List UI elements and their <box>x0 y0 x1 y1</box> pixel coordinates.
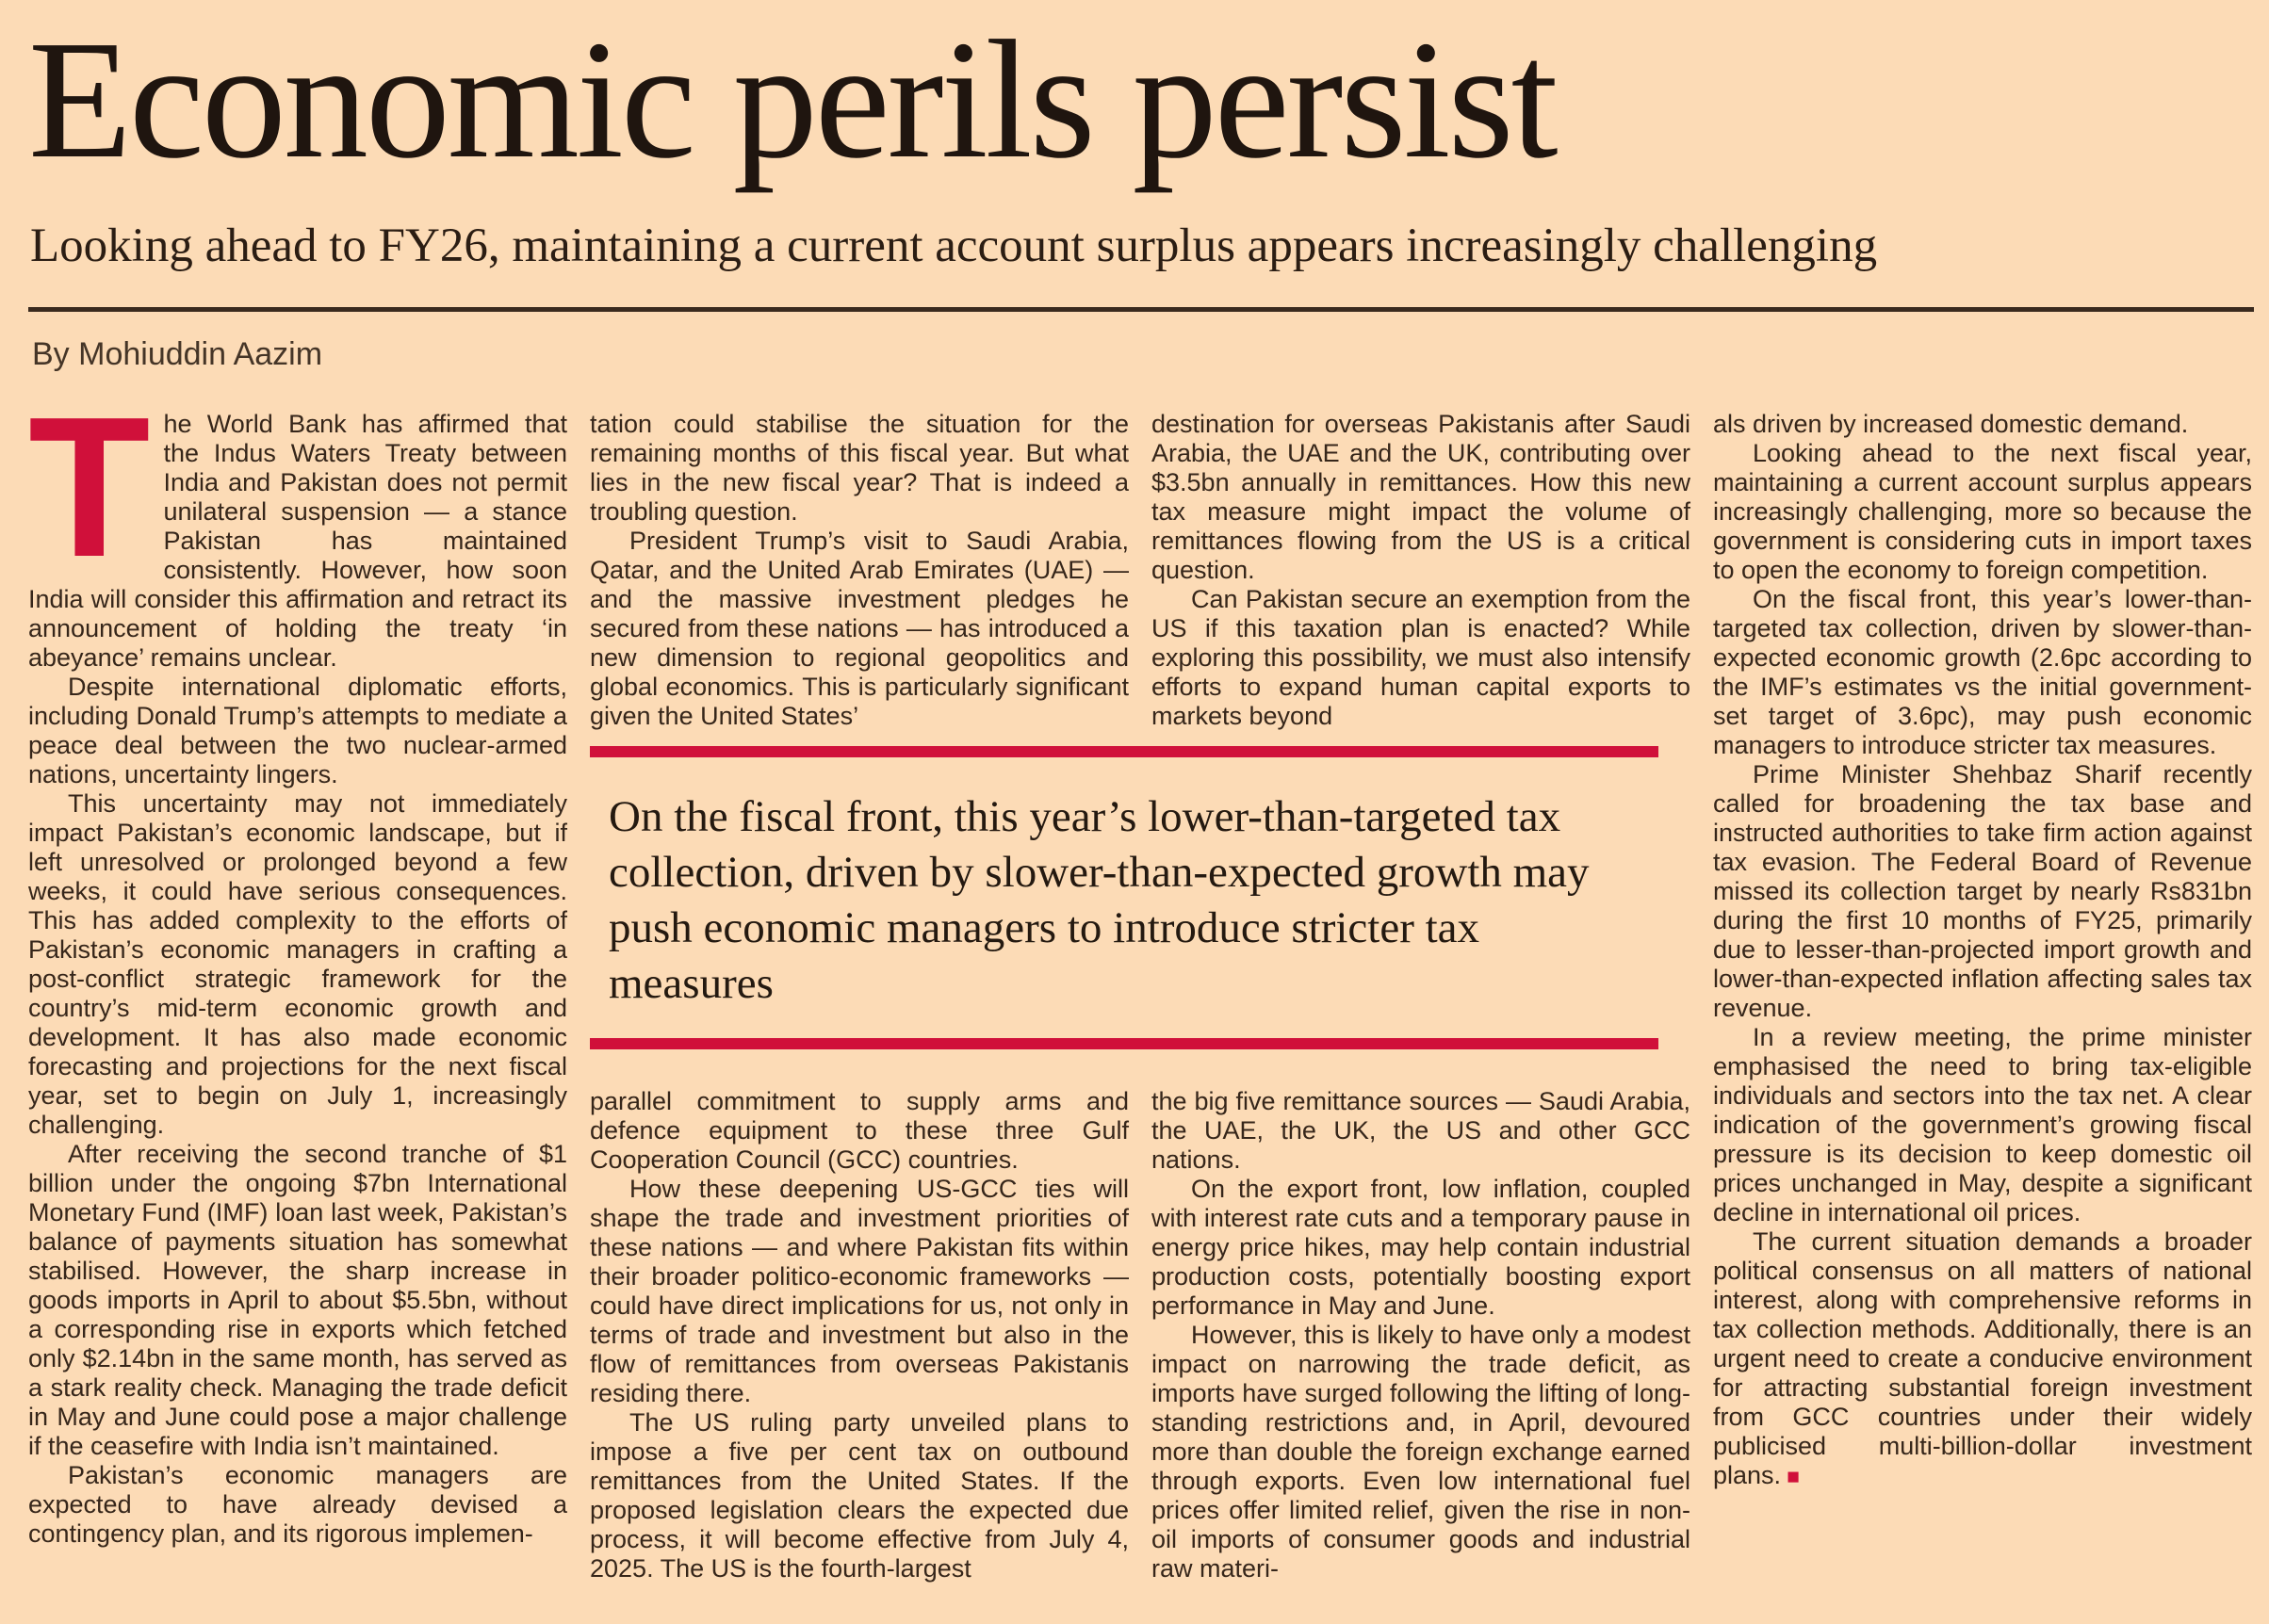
pull-quote-text: On the fiscal front, this year’s lower-than-targeted tax collection, driven by slower-than-expected growth may push economic managers to introduce stricter tax measures <box>609 792 1590 1008</box>
columns-2-3-top <box>590 410 1690 731</box>
paragraph: However, this is likely to have only a modest impact on narrowing the trade deficit, as imports have surged following the lifting of long-standing restrictions and, in April, devoured more than double the foreign exchange earned through exports. Even low international fuel prices offer limited relief, given the rise in non-oil imports of consumer goods and industrial raw materi- <box>1151 1321 1690 1583</box>
paragraph: parallel commitment to supply arms and defence equipment to these three Gulf Cooperation Council (GCC) countries. <box>590 1087 1129 1174</box>
column-4 <box>1713 410 2252 1583</box>
column-2-top <box>590 410 1129 731</box>
paragraph: Can Pakistan secure an exemption from the US if this taxation plan is enacted? While exploring this possibility, we must also intensify efforts to expand human capital exports to markets beyond <box>1151 585 1690 730</box>
paragraph: In a review meeting, the prime minister emphasised the need to bring tax-eligible individuals and sectors into the tax net. A clear indication of the government’s growing fiscal pressure is its decision to keep domestic oil prices unchanged in May, despite a significant decline in international oil prices. <box>1713 1023 2252 1226</box>
paragraph: After receiving the second tranche of $1 billion under the ongoing $7bn International Monetary Fund (IMF) loan last week, Pakistan’s balance of payments situation has somewhat stabilised. However, the sharp increase in goods imports in April to about $5.5bn, without a corresponding rise in exports which fetched only $2.14bn in the same month, has served as a stark reality check. Managing the trade deficit in May and June could pose a major challenge if the ceasefire with India isn’t maintained. <box>28 1140 567 1460</box>
byline: By Mohiuddin Aazim <box>32 336 323 372</box>
paragraph <box>28 375 567 673</box>
column-3-bottom <box>1151 1087 1690 1583</box>
article-body <box>28 375 2254 1583</box>
article-header <box>28 6 2254 374</box>
pull-quote <box>590 746 1658 1049</box>
headline: Economic perils persist <box>28 6 1556 193</box>
paragraph-text: The current situation demands a broader political consensus on all matters of national interest, along with comprehensive reforms in tax collection methods. Additionally, there is an urgent need to create a conducive environment for attracting substantial foreign investment from GCC countries under their widely publicised multi-billion-dollar investment plans. <box>1713 1227 2252 1489</box>
column-3-top <box>1151 410 1690 731</box>
end-mark: ■ <box>1787 1464 1800 1488</box>
column-2-3-region <box>590 410 1690 1583</box>
column-1 <box>28 375 567 1583</box>
paragraph: President Trump’s visit to Saudi Arabia, Qatar, and the United Arab Emirates (UAE) — and the massive investment pledges he secured from these nations — has introduced a new dimension to regional geopolitics and global economics. This is particularly significant given the United States’ <box>590 527 1129 730</box>
header-rule <box>28 307 2254 312</box>
paragraph: Looking ahead to the next fiscal year, maintaining a current account surplus appears increasingly challenging, more so because the government is considering cuts in import taxes to open the economy to foreign competition. <box>1713 439 2252 584</box>
paragraph-text: he World Bank has affirmed that the Indus Waters Treaty between India and Pakistan does not permit unilateral suspension — a stance Pakistan has maintained consistently. However, how soon India will consider this affirmation and retract its announcement of holding the treaty ‘in abeyance’ remains unclear. <box>28 410 567 672</box>
column-2-bottom <box>590 1087 1129 1583</box>
paragraph: On the export front, low inflation, coupled with interest rate cuts and a temporary pause in energy price hikes, may help contain industrial production costs, potentially boosting export performance in May and June. <box>1151 1175 1690 1320</box>
paragraph: the big five remittance sources — Saudi Arabia, the UAE, the UK, the US and other GCC nations. <box>1151 1087 1690 1174</box>
paragraph: tation could stabilise the situation for the remaining months of this fiscal year. But what lies in the new fiscal year? That is indeed a troubling question. <box>590 410 1129 526</box>
paragraph: The US ruling party unveiled plans to impose a five per cent tax on outbound remittances from the United States. If the proposed legislation clears the expected due process, it will become effective from July 4, 2025. The US is the fourth-largest <box>590 1408 1129 1583</box>
paragraph: How these deepening US-GCC ties will shape the trade and investment priorities of these nations — and where Pakistan fits within their broader politico-economic frameworks — could have direct implications for us, not only in terms of trade and investment but also in the flow of remittances from overseas Pakistanis residing there. <box>590 1175 1129 1407</box>
paragraph: Despite international diplomatic efforts, including Donald Trump’s attempts to mediate a peace deal between the two nuclear-armed nations, uncertainty lingers. <box>28 673 567 788</box>
paragraph: Pakistan’s economic managers are expected to have already devised a contingency plan, and its rigorous implemen- <box>28 1461 567 1548</box>
paragraph <box>1713 1227 2252 1491</box>
columns-2-3-bottom <box>590 1087 1690 1583</box>
drop-cap: T <box>28 375 151 598</box>
paragraph: destination for overseas Pakistanis after Saudi Arabia, the UAE and the UK, contributing over $3.5bn annually in remittances. How this new tax measure might impact the volume of remittances flowing from the US is a critical question. <box>1151 410 1690 584</box>
paragraph: Prime Minister Shehbaz Sharif recently called for broadening the tax base and instructed authorities to take firm action against tax evasion. The Federal Board of Revenue missed its collection target by nearly Rs831bn during the first 10 months of FY25, primarily due to lesser-than-projected import growth and lower-than-expected inflation affecting sales tax revenue. <box>1713 760 2252 1022</box>
paragraph: On the fiscal front, this year’s lower-than-targeted tax collection, driven by slower-than-expected economic growth (2.6pc according to the IMF’s estimates vs the initial government-set target of 3.6pc), may push economic managers to introduce stricter tax measures. <box>1713 585 2252 759</box>
deck: Looking ahead to FY26, maintaining a current account surplus appears increasingly challenging <box>30 219 1878 272</box>
paragraph: This uncertainty may not immediately impact Pakistan’s economic landscape, but if left unresolved or prolonged beyond a few weeks, it could have serious consequences. This has added complexity to the efforts of Pakistan’s economic managers in crafting a post-conflict strategic framework for the country’s mid-term economic growth and development. It has also made economic forecasting and projections for the next fiscal year, set to begin on July 1, increasingly challenging. <box>28 789 567 1139</box>
paragraph: als driven by increased domestic demand. <box>1713 410 2189 438</box>
